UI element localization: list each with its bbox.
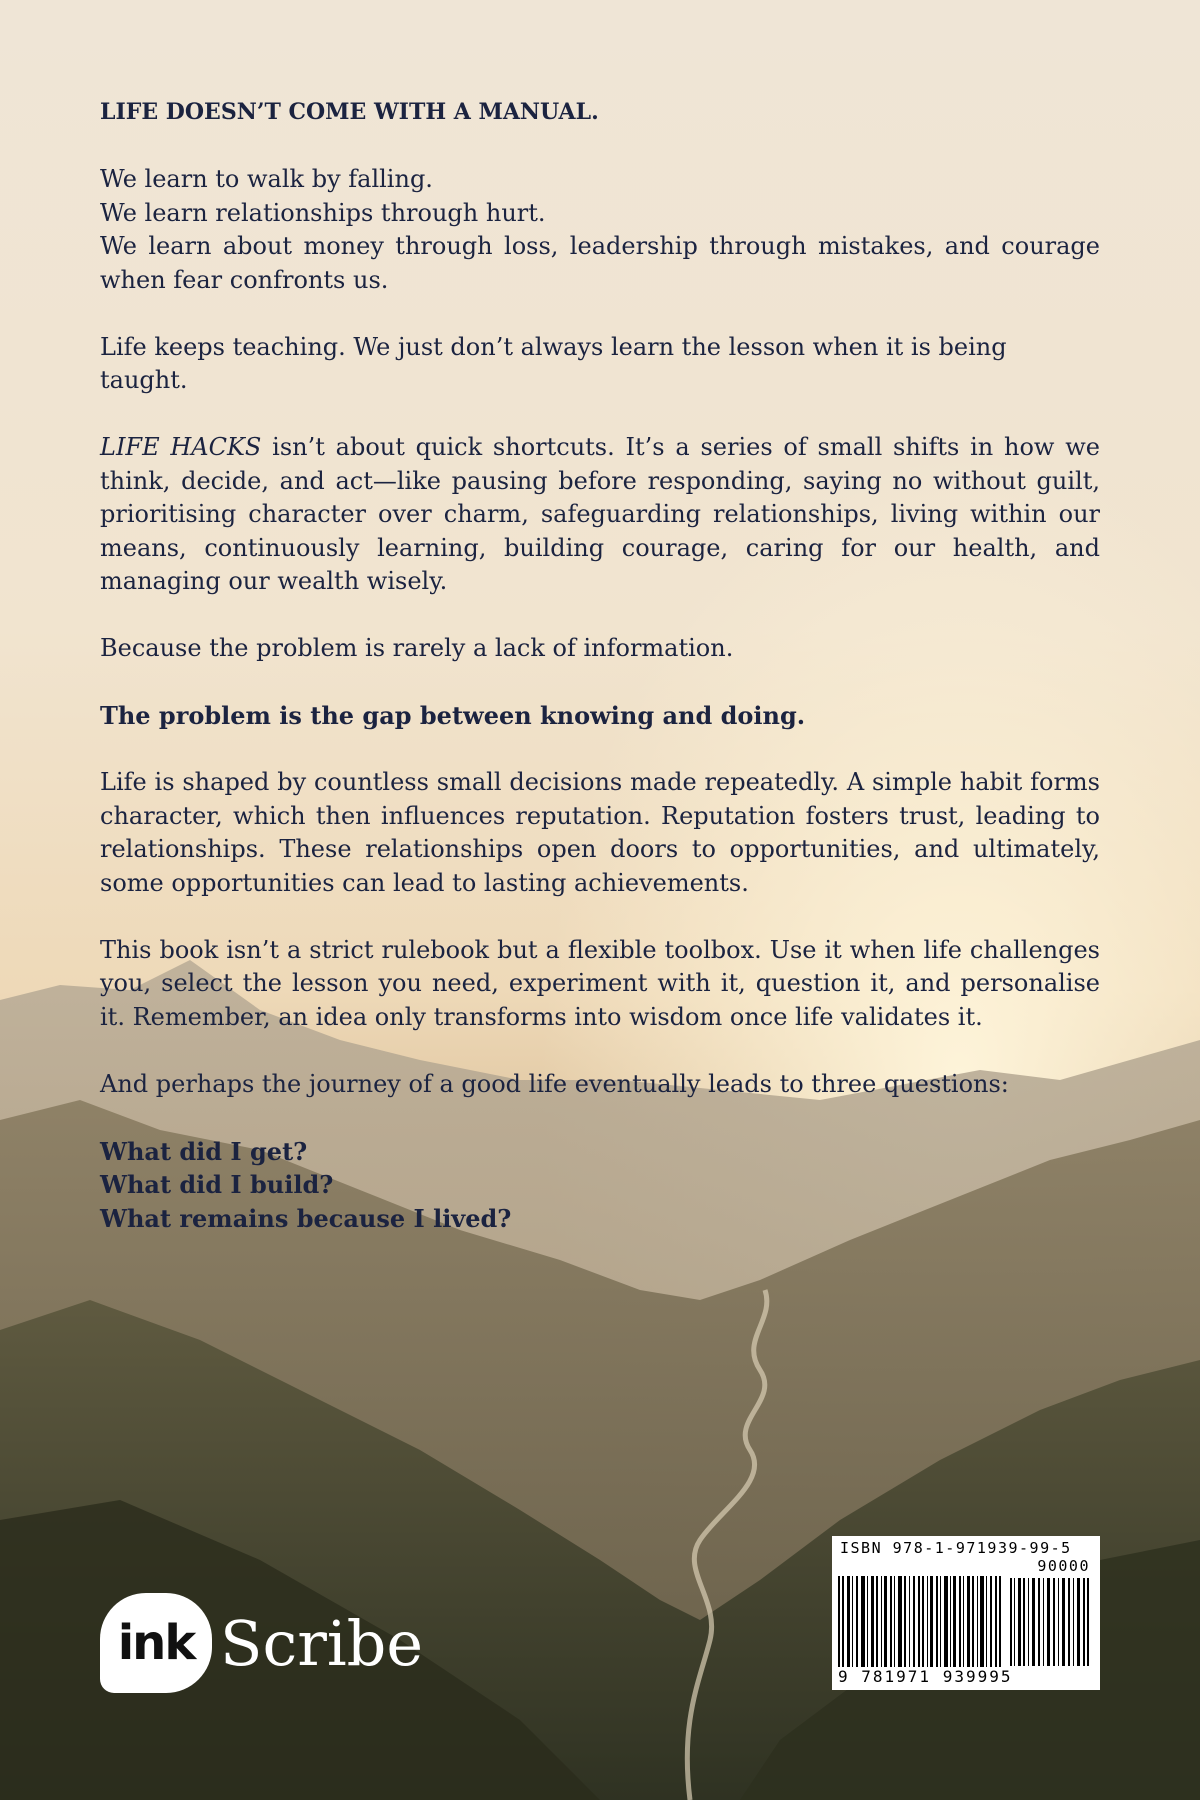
learn-line: We learn to walk by falling. <box>100 165 433 193</box>
isbn-barcode <box>832 1536 1100 1690</box>
paragraph-journey: And perhaps the journey of a good life eventually leads to three questions: <box>100 1069 1009 1098</box>
question: What did I get? <box>100 1136 308 1166</box>
ink-logo-badge <box>100 1593 212 1693</box>
question: What did I build? <box>100 1170 334 1199</box>
questions-list <box>100 1135 1100 1236</box>
paragraph-because: Because the problem is rarely a lack of information. <box>100 634 734 662</box>
paragraph-shaped: Life is shaped by countless small decisions made repeatedly. A simple habit forms character, which then influences reputation. Reputation fosters trust, leading to relationships. These relationships open doors to opportunities, and ultimately, some opportunities can lead to lasting achievements. <box>100 768 1100 897</box>
question: What remains because I lived? <box>100 1203 512 1233</box>
paragraph-teaching: Life keeps teaching. We just don’t always learn the lesson when it is being taught. <box>100 332 1007 394</box>
book-title: LIFE HACKS <box>100 433 262 461</box>
paragraph-toolbox: This book isn’t a strict rulebook but a flexible toolbox. Use it when life challenges you, select the lesson you need, experiment with it, question it, and personalise it. Remember, an idea only transforms into wisdom once life validates it. <box>100 935 1100 1031</box>
barcode-digits: 9 781971 939995 <box>838 1667 1013 1686</box>
learn-line: We learn about money through loss, leadership through mistakes, and courage when fear confronts us. <box>100 232 1100 294</box>
publisher-logo <box>100 1588 423 1698</box>
isbn-text: ISBN 978-1-971939-99-5 <box>840 1539 1072 1557</box>
back-cover-copy <box>100 96 1100 1269</box>
learn-line: We learn relationships through hurt. <box>100 198 546 227</box>
paragraph-problem: The problem is the gap between knowing and doing. <box>100 701 806 730</box>
price-code: 90000 <box>1037 1557 1090 1575</box>
price-barcode-bars <box>1010 1578 1090 1666</box>
cover-heading: LIFE DOESN’T COME WITH A MANUAL. <box>100 99 599 125</box>
ink-badge-text: ink <box>117 1615 195 1671</box>
paragraph-life-hacks <box>100 431 1100 599</box>
publisher-name: Scribe <box>220 1606 424 1680</box>
learn-lines <box>100 163 1100 297</box>
life-hacks-description: isn’t about quick shortcuts. It’s a series of small shifts in how we think, decide, and act—like pausing before responding, saying no without guilt, prioritising character over charm, safeguarding relationships, living within our means, continuously learning, building courage, caring for our health, and managing our wealth wisely. <box>100 433 1101 595</box>
